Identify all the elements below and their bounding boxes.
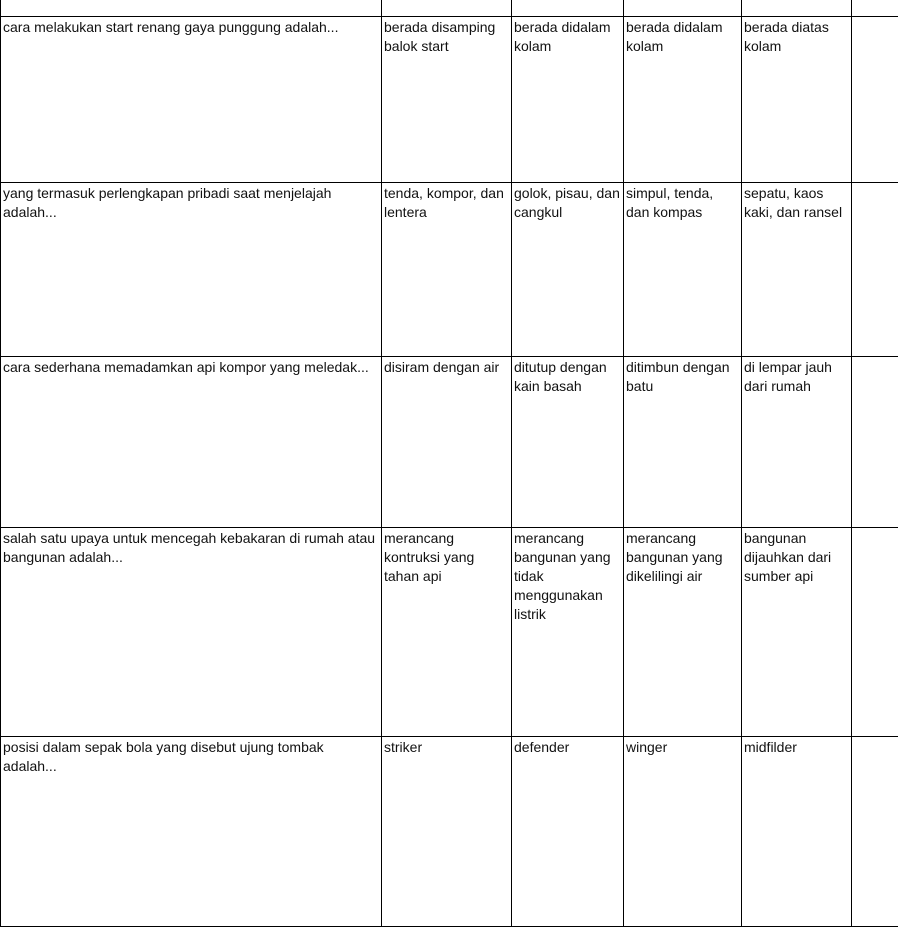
table-row [1,17,898,183]
table-row [1,357,898,528]
cell-empty[interactable] [742,0,852,17]
option-d-cell[interactable]: berada diatas kolam [742,17,852,183]
option-a-cell[interactable]: tenda, kompor, dan lentera [382,183,512,357]
question-cell[interactable]: salah satu upaya untuk mencegah kebakaran di rumah atau bangunan adalah... [1,528,382,737]
option-a-cell[interactable]: striker [382,737,512,927]
cell-empty[interactable] [1,0,382,17]
option-c-cell[interactable]: ditimbun dengan batu [624,357,742,528]
option-b-cell[interactable]: berada didalam kolam [512,17,624,183]
option-a-cell[interactable]: berada disamping balok start [382,17,512,183]
cell-empty[interactable] [852,737,898,927]
question-cell[interactable]: posisi dalam sepak bola yang disebut ujung tombak adalah... [1,737,382,927]
option-b-cell[interactable]: golok, pisau, dan cangkul [512,183,624,357]
option-c-cell[interactable]: simpul, tenda, dan kompas [624,183,742,357]
option-a-cell[interactable]: disiram dengan air [382,357,512,528]
option-c-cell[interactable]: winger [624,737,742,927]
cell-empty[interactable] [852,357,898,528]
table-row-top-partial [1,0,898,17]
option-c-cell[interactable]: merancang bangunan yang dikelilingi air [624,528,742,737]
cell-empty[interactable] [852,17,898,183]
option-d-cell[interactable]: midfilder [742,737,852,927]
table-row [1,183,898,357]
cell-empty[interactable] [852,0,898,17]
question-cell[interactable]: yang termasuk perlengkapan pribadi saat menjelajah adalah... [1,183,382,357]
question-cell[interactable]: cara melakukan start renang gaya punggung adalah... [1,17,382,183]
question-cell[interactable]: cara sederhana memadamkan api kompor yang meledak... [1,357,382,528]
option-c-cell[interactable]: berada didalam kolam [624,17,742,183]
option-d-cell[interactable]: bangunan dijauhkan dari sumber api [742,528,852,737]
option-b-cell[interactable]: ditutup dengan kain basah [512,357,624,528]
cell-empty[interactable] [852,528,898,737]
table-row [1,528,898,737]
option-a-cell[interactable]: merancang kontruksi yang tahan api [382,528,512,737]
cell-empty[interactable] [382,0,512,17]
option-d-cell[interactable]: sepatu, kaos kaki, dan ransel [742,183,852,357]
option-b-cell[interactable]: merancang bangunan yang tidak menggunakan listrik [512,528,624,737]
option-d-cell[interactable]: di lempar jauh dari rumah [742,357,852,528]
cell-empty[interactable] [624,0,742,17]
cell-empty[interactable] [512,0,624,17]
table-row [1,737,898,927]
option-b-cell[interactable]: defender [512,737,624,927]
cell-empty[interactable] [852,183,898,357]
